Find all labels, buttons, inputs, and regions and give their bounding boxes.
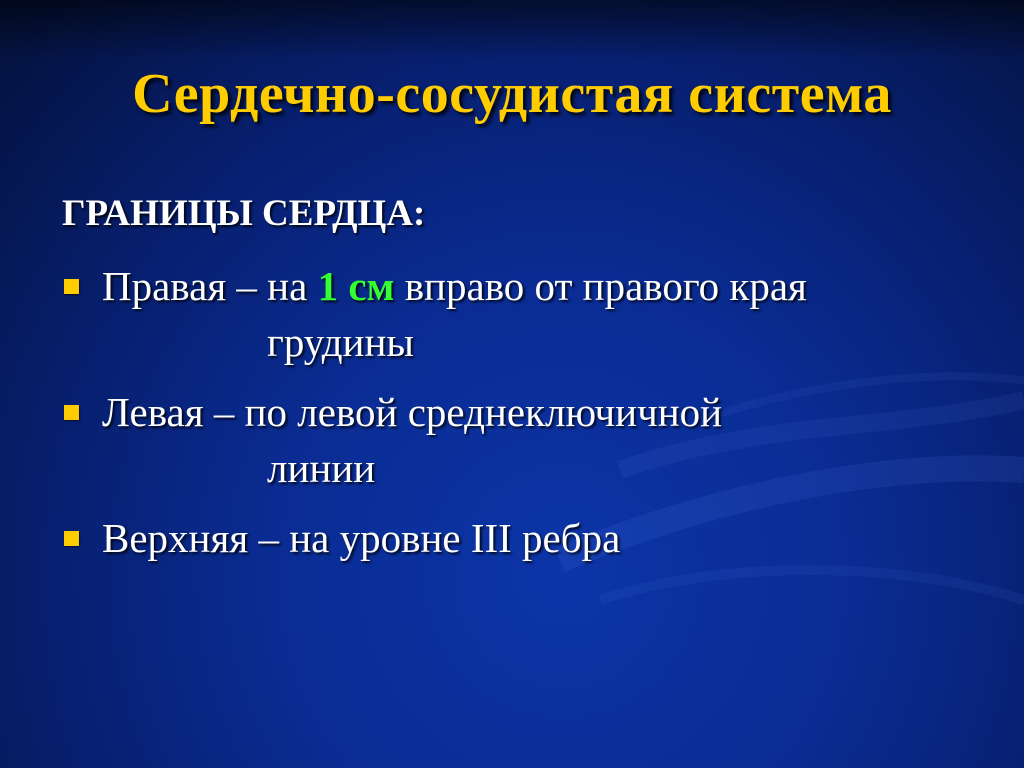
bullet-item-right <box>62 258 982 370</box>
slide-title: Сердечно-сосудистая система <box>132 63 892 125</box>
highlight-value: 1 см <box>317 263 395 309</box>
bullet-continuation: линии <box>267 445 376 491</box>
square-bullet-icon <box>64 531 79 546</box>
bullet-text: Правая – на <box>102 263 318 309</box>
bullet-text: Верхняя – на уровне III ребра <box>102 515 621 561</box>
bullet-continuation: грудины <box>267 319 414 365</box>
bullet-text: Левая – по левой среднеключичной <box>102 389 723 435</box>
bullet-list <box>62 258 982 580</box>
bullet-text: вправо от правого края <box>394 263 807 309</box>
bullet-item-upper <box>62 510 982 566</box>
square-bullet-icon <box>64 405 79 420</box>
square-bullet-icon <box>64 279 79 294</box>
section-heading: ГРАНИЦЫ СЕРДЦА: <box>62 193 426 234</box>
bullet-item-left <box>62 384 982 496</box>
